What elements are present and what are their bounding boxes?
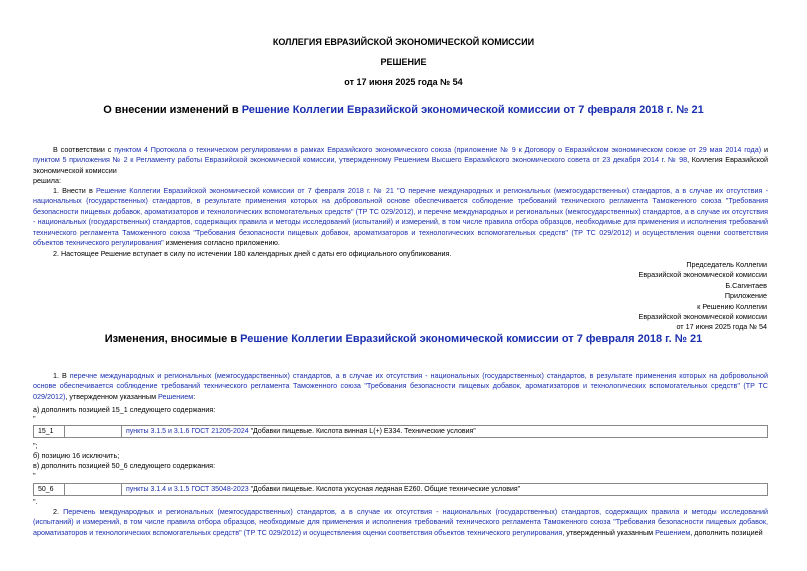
quote-open-2: " [33,471,36,480]
preamble-link-reglament[interactable]: пунктом 5 приложения № 2 к Регламенту работы Евразийской экономической комиссии, утвержденному Решением Высшего Евразийского экономического совета от 23 декабря 2014 г. № 98 [33,155,688,165]
preamble-link-protocol[interactable]: пунктом 4 Протокола о техническом регулировании в рамках Евразийского экономического союза (приложение № 9 к Договору о Евразийском экономическом союзе от 29 мая 2014 года) [114,145,762,154]
annex-item-2-text-3: , дополнить позицией [690,527,763,537]
annex-title [0,333,807,345]
row-number: 50_6 [34,484,65,496]
doc-title [0,104,807,116]
signature-line-6: Евразийской экономической комиссии [638,312,767,322]
preamble-text-2: и [761,145,768,154]
table-position-15-1 [33,425,768,438]
row-empty-cell [65,484,122,496]
annex-item-2-link-list[interactable]: Перечень международных и региональных (межгосударственных) стандартов, а в случае их отсутствия - национальных (государственных) стандартов, содержащих правила и методы исследований (испытаний) и измерений, в том числе правила отбора образцов, необходимые для применения и исполнения требований технического регламента Таможенного союза "Требования безопасности пищевых добавок, ароматизаторов и технологических вспомогательных средств" (ТР ТС 029/2012) и осуществления оценки соответствия объектов технического регулирования [33,507,768,537]
quote-close-1: "; [33,441,38,450]
row-content [122,426,768,438]
org-heading: КОЛЛЕГИЯ ЕВРАЗИЙСКОЙ ЭКОНОМИЧЕСКОЙ КОМИССИИ [272,37,535,47]
signature-line-1: Председатель Коллегии [686,260,767,269]
row-standard-link[interactable]: пункты 3.1.4 и 3.1.5 ГОСТ 35048-2023 [126,486,249,493]
signature-line-2: Евразийской экономической комиссии [638,270,767,280]
annex-title-link[interactable]: Решение Коллегии Евразийской экономической комиссии от 7 февраля 2018 г. № 21 [240,333,703,345]
table-row [34,484,768,496]
table-position-50-6 [33,483,768,496]
doc-date-number: от 17 июня 2025 года № 54 [344,77,463,87]
annex-item-1-text-1: 1. В [53,371,70,380]
subitem-a: а) дополнить позицией 15_1 следующего содержания: [33,405,216,414]
item-1-text-1: 1. Внести в [53,186,96,195]
quote-close-2: ". [33,497,38,506]
item-1-text-2: изменения согласно приложению. [163,238,280,248]
decided-label: решила: [33,176,61,185]
row-empty-cell [65,426,122,438]
annex-title-prefix: Изменения, вносимые в [104,333,241,345]
table-row [34,426,768,438]
signature-line-4: Приложение [724,291,767,301]
item-1 [33,186,768,248]
preamble-text-1: В соответствии с [53,145,115,154]
annex-item-1-link-list[interactable]: перечне международных и региональных (межгосударственных) стандартов, а в случае их отсутствия - национальных (государственных) стандартов, в результате применения которых на добровольной основе обеспечивается соблюдение требований технического регламента Таможенного союза "Требования безопасности пищевых добавок, ароматизаторов и технологических вспомогательных средств" (ТР ТС 029/2012) [33,371,768,401]
subitem-b: б) позицию 16 исключить; [33,451,120,460]
title-link[interactable]: Решение Коллегии Евразийской экономической комиссии от 7 февраля 2018 г. № 21 [241,104,704,116]
annex-item-2-text-2: , утвержденный указанным [562,527,656,537]
annex-item-1-text-2: , утвержденном указанным [65,391,159,401]
subitem-v: в) дополнить позицией 50_6 следующего содержания: [33,461,216,470]
annex-item-2-link-decision[interactable]: Решением [655,527,691,537]
row-standard-text: "Добавки пищевые. Кислота винная L(+) E334. Технические условия" [248,428,476,435]
signature-block [567,260,767,333]
item-2: 2. Настоящее Решение вступает в силу по истечении 180 календарных дней с даты его официального опубликования. [53,249,452,258]
item-1-link-decision[interactable]: Решение Коллегии Евразийской экономической комиссии от 7 февраля 2018 г. № 21 "О перечне международных и региональных (межгосударственных) стандартов, а в случае их отсутствия - национальных (государственных) стандартов, в результате применения которых на добровольной основе обеспечивается соблюдение требований технического регламента Таможенного союза "Требования безопасности пищевых добавок, ароматизаторов и технологических вспомогательных средств" (ТР ТС 029/2012), и перечне международных и региональных (межгосударственных) стандартов, а в случае их отсутствия - национальных (государственных) стандартов, содержащих правила и методы исследований (испытаний) и измерений, в том числе правила отбора образцов, необходимые для применения и исполнения требований технического регламента Таможенного союза "Требования безопасности пищевых добавок, ароматизаторов и технологических вспомогательных средств" (ТР ТС 029/2012) и осуществления оценки соответствия объектов технического регулирования" [33,186,768,248]
title-prefix: О внесении изменений в [103,104,242,116]
row-standard-text: "Добавки пищевые. Кислота уксусная ледяная E260. Общие технические условия" [248,486,521,493]
preamble-text-3: , Коллегия Евразийской экономической комиссии [33,155,768,175]
doc-type: РЕШЕНИЕ [380,57,427,67]
row-number: 15_1 [34,426,65,438]
preamble [33,145,768,176]
row-content [122,484,768,496]
annex-item-2-text-1: 2. [53,507,64,516]
signature-line-7: от 17 июня 2025 года № 54 [676,322,767,332]
quote-open-1: " [33,414,36,423]
annex-item-1-link-decision[interactable]: Решением [158,391,194,401]
signature-line-3: Б.Сагинтаев [725,280,767,290]
annex-item-1 [33,371,768,402]
annex-item-1-text-3: : [193,391,196,401]
row-standard-link[interactable]: пункты 3.1.5 и 3.1.6 ГОСТ 21205-2024 [126,428,249,435]
annex-item-2 [33,507,768,538]
signature-line-5: к Решению Коллегии [697,301,767,311]
